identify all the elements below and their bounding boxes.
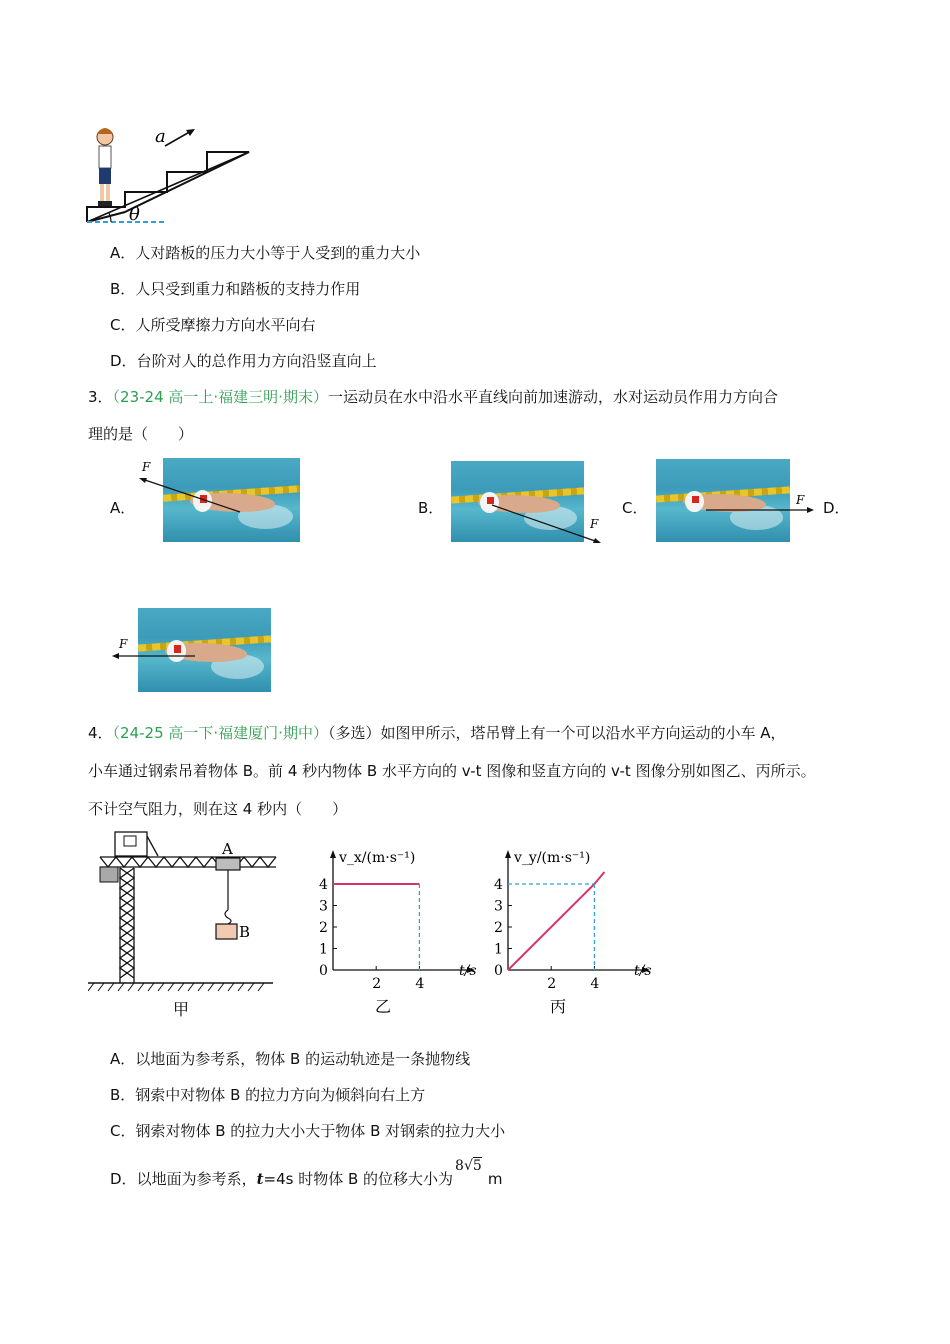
option-letter: D． bbox=[110, 1170, 137, 1188]
q3-option-b-force-arrow bbox=[450, 460, 610, 550]
q3-option-c-force-arrow bbox=[656, 480, 826, 530]
q3-option-d-force-arrow bbox=[105, 630, 305, 670]
q3-stem-line2: 理的是（ ） bbox=[88, 425, 194, 443]
sqrt-radicand: 5 bbox=[472, 1158, 482, 1174]
y-tick-label: 3 bbox=[494, 898, 503, 915]
y-tick-label: 0 bbox=[319, 963, 328, 979]
option-text: 钢索对物体 B 的拉力大小大于物体 B 对钢索的拉力大小 bbox=[135, 1122, 506, 1140]
y-tick-label: 1 bbox=[319, 941, 328, 958]
q3-stem-line1 bbox=[88, 387, 778, 407]
q2-option-a[interactable] bbox=[110, 243, 420, 263]
question-number: 3． bbox=[88, 388, 113, 406]
option-text: 以地面为参考系， bbox=[136, 1170, 257, 1188]
option-text: 人只受到重力和踏板的支持力作用 bbox=[135, 280, 361, 298]
option-letter: C． bbox=[110, 316, 136, 334]
crane-figure bbox=[88, 828, 283, 1023]
x-axis-label: t/s bbox=[634, 963, 652, 979]
force-label: F bbox=[590, 517, 599, 531]
y-tick-label: 2 bbox=[319, 920, 328, 936]
accel-label: a bbox=[155, 126, 166, 147]
q3-option-b-label[interactable]: B． bbox=[418, 499, 444, 517]
time-variable: t bbox=[256, 1170, 264, 1188]
figure-caption: 丙 bbox=[550, 997, 567, 1016]
vy-t-chart bbox=[480, 842, 660, 1022]
vx-t-chart bbox=[305, 842, 485, 1022]
x-tick-label: 4 bbox=[415, 976, 425, 992]
x-axis-label: t/s bbox=[459, 963, 477, 979]
q4-option-b[interactable] bbox=[110, 1085, 425, 1105]
q2-option-b[interactable] bbox=[110, 279, 360, 299]
sqrt-sign: √ bbox=[463, 1158, 473, 1174]
option-letter: A． bbox=[110, 244, 136, 262]
option-text: 钢索中对物体 B 的拉力方向为倾斜向右上方 bbox=[135, 1086, 426, 1104]
option-letter: B． bbox=[110, 280, 136, 298]
question-source: （24-25 高一下·福建厦门·期中） bbox=[112, 724, 328, 742]
data-line-extension bbox=[594, 872, 604, 884]
force-label: F bbox=[119, 637, 128, 651]
y-axis-label: v_x/(m·s⁻¹) bbox=[339, 850, 416, 866]
y-axis-arrow bbox=[505, 850, 511, 858]
load-label: B bbox=[239, 923, 251, 941]
question-text: （多选）如图甲所示，塔吊臂上有一个可以沿水平方向运动的小车 A， bbox=[327, 724, 786, 742]
option-text: 人对踏板的压力大小等于人受到的重力大小 bbox=[135, 244, 421, 262]
y-tick-label: 2 bbox=[494, 920, 503, 936]
q4-stem-line2: 小车通过钢索吊着物体 B。前 4 秒内物体 B 水平方向的 v-t 图像和竖直方向的 v-t 图像分别如图乙、丙所示。 bbox=[88, 762, 816, 780]
y-axis-label: v_y/(m·s⁻¹) bbox=[514, 850, 591, 866]
y-tick-label: 4 bbox=[494, 877, 503, 893]
q3-option-a-label[interactable]: A． bbox=[110, 499, 136, 517]
y-tick-label: 1 bbox=[494, 941, 503, 958]
y-axis-arrow bbox=[330, 850, 336, 858]
q4-option-c[interactable] bbox=[110, 1121, 505, 1141]
x-tick-label: 2 bbox=[372, 976, 382, 992]
person-icon bbox=[97, 128, 113, 206]
q4-stem-line3: 不计空气阻力，则在这 4 秒内（ ） bbox=[88, 800, 348, 818]
force-label: F bbox=[142, 460, 151, 474]
unit: m bbox=[487, 1170, 503, 1188]
option-letter: A． bbox=[110, 1050, 136, 1068]
data-line bbox=[508, 884, 594, 970]
q4-option-d[interactable] bbox=[110, 1158, 503, 1190]
option-text: 人所受摩擦力方向水平向右 bbox=[135, 316, 316, 334]
sqrt-coefficient: 8 bbox=[455, 1158, 464, 1174]
option-letter: C． bbox=[110, 1122, 136, 1140]
angle-arc bbox=[109, 213, 111, 222]
q2-option-d[interactable] bbox=[110, 351, 377, 371]
y-tick-label: 3 bbox=[319, 898, 328, 915]
sqrt-expression bbox=[455, 1158, 482, 1174]
option-text: 台阶对人的总作用力方向沿竖直向上 bbox=[136, 352, 377, 370]
question-text: 一运动员在水中沿水平直线向前加速游动，水对运动员作用力方向合 bbox=[327, 388, 778, 406]
force-label: F bbox=[796, 493, 805, 507]
y-tick-label: 4 bbox=[319, 877, 328, 893]
trolley-label: A bbox=[222, 840, 233, 858]
x-tick-label: 4 bbox=[590, 976, 600, 992]
angle-label: θ bbox=[129, 204, 140, 225]
option-letter: D． bbox=[110, 352, 137, 370]
q2-option-c[interactable] bbox=[110, 315, 316, 335]
y-tick-label: 0 bbox=[494, 963, 503, 979]
q3-option-d-label[interactable]: D． bbox=[823, 499, 850, 517]
load-b bbox=[216, 924, 237, 939]
question-number: 4． bbox=[88, 724, 113, 742]
option-letter: B． bbox=[110, 1086, 136, 1104]
crane-tower bbox=[120, 868, 134, 983]
trolley-a bbox=[216, 858, 240, 870]
q4-stem-line1 bbox=[88, 723, 786, 743]
escalator-figure bbox=[85, 120, 260, 230]
x-tick-label: 2 bbox=[547, 976, 557, 992]
option-text: 以地面为参考系，物体 B 的运动轨迹是一条抛物线 bbox=[135, 1050, 471, 1068]
q3-option-a-force-arrow bbox=[130, 455, 310, 545]
q4-option-a[interactable] bbox=[110, 1049, 470, 1069]
figure-caption: 乙 bbox=[375, 997, 392, 1016]
crane-jib bbox=[100, 857, 276, 867]
figure-caption-jia: 甲 bbox=[173, 1000, 190, 1019]
question-source: （23-24 高一上·福建三明·期末） bbox=[112, 388, 328, 406]
option-text: =4s 时物体 B 的位移大小为 bbox=[263, 1170, 454, 1188]
q3-option-c-label[interactable]: C． bbox=[622, 499, 648, 517]
